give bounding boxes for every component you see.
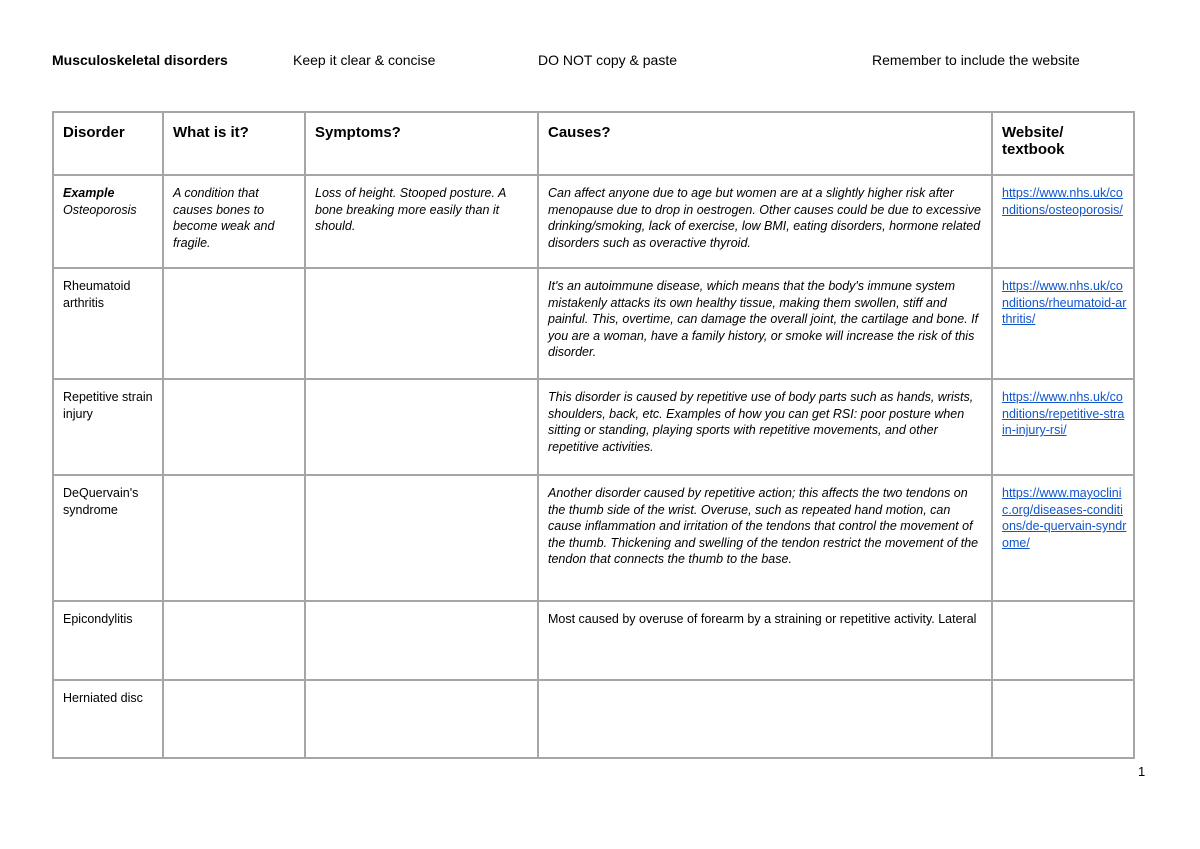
- what-cell: [163, 680, 305, 758]
- column-header-what: What is it?: [163, 112, 305, 175]
- website-link[interactable]: https://www.nhs.uk/conditions/osteoporosis/: [1002, 186, 1123, 217]
- symptoms-cell: [305, 268, 538, 379]
- table-row: [53, 175, 1134, 268]
- what-cell: [163, 379, 305, 475]
- disorder-cell: Epicondylitis: [53, 601, 163, 680]
- causes-cell: It's an autoimmune disease, which means that the body's immune system mistakenly attacks its own healthy tissue, making them swollen, stiff and painful. This, overtime, can damage the overall joint, the cartilage and bone. If you are a woman, have a family history, or smoke will increase the risk of this disorder.: [538, 268, 992, 379]
- table-header-row: [53, 112, 1134, 175]
- column-header-website: Website/ textbook: [992, 112, 1134, 175]
- website-link[interactable]: https://www.nhs.uk/conditions/rheumatoid-arthritis/: [1002, 279, 1127, 326]
- website-cell: [992, 379, 1134, 475]
- column-header-disorder: Disorder: [53, 112, 163, 175]
- symptoms-cell: [305, 680, 538, 758]
- disorders-table: [52, 111, 1135, 759]
- website-cell: [992, 680, 1134, 758]
- disorder-cell: DeQuervain's syndrome: [53, 475, 163, 601]
- document-title: Musculoskeletal disorders: [52, 52, 228, 68]
- page-header: [52, 52, 1132, 72]
- what-cell: [163, 601, 305, 680]
- what-cell: [163, 475, 305, 601]
- page-number: 1: [1138, 764, 1146, 779]
- column-header-causes: Causes?: [538, 112, 992, 175]
- what-cell: A condition that causes bones to become weak and fragile.: [163, 175, 305, 268]
- table-row: [53, 379, 1134, 475]
- disorder-cell: Repetitive strain injury: [53, 379, 163, 475]
- website-cell: [992, 475, 1134, 601]
- causes-cell: [538, 680, 992, 758]
- causes-cell: Most caused by overuse of forearm by a straining or repetitive activity. Lateral: [538, 601, 992, 680]
- website-cell: [992, 175, 1134, 268]
- causes-cell: This disorder is caused by repetitive use of body parts such as hands, wrists, shoulders, back, etc. Examples of how you can get RSI: poor posture when sitting or standing, playing sports with repetitive movements, and other repetitive activities.: [538, 379, 992, 475]
- column-header-symptoms: Symptoms?: [305, 112, 538, 175]
- table-row: [53, 680, 1134, 758]
- website-link[interactable]: https://www.mayoclinic.org/diseases-conditions/de-quervain-syndrome/: [1002, 486, 1127, 550]
- disorder-name: Osteoporosis: [63, 202, 137, 217]
- causes-cell: Another disorder caused by repetitive action; this affects the two tendons on the thumb side of the wrist. Overuse, such as repeated hand motion, can cause inflammation and irritation of the tendons that control the movement of the thumb. Thickening and swelling of the tendon restrict the movement of the tendon that connects the thumb to the base.: [538, 475, 992, 601]
- what-cell: [163, 268, 305, 379]
- disorder-cell: Herniated disc: [53, 680, 163, 758]
- table-row: [53, 475, 1134, 601]
- instruction-no-copy: DO NOT copy & paste: [538, 52, 678, 68]
- instruction-concise: Keep it clear & concise: [293, 52, 436, 68]
- symptoms-cell: Loss of height. Stooped posture. A bone breaking more easily than it should.: [305, 175, 538, 268]
- table-row: [53, 601, 1134, 680]
- symptoms-cell: [305, 379, 538, 475]
- disorder-cell: Rheumatoid arthritis: [53, 268, 163, 379]
- website-cell: [992, 268, 1134, 379]
- instruction-website: Remember to include the website: [872, 52, 1080, 68]
- website-cell: [992, 601, 1134, 680]
- causes-cell: Can affect anyone due to age but women are at a slightly higher risk after menopause due to drop in oestrogen. Other causes could be due to excessive drinking/smoking, lack of exercise, low BMI, eating disorders, hormone related disorders such as overactive thyroid.: [538, 175, 992, 268]
- table-row: [53, 268, 1134, 379]
- example-label: Example: [63, 186, 115, 200]
- symptoms-cell: [305, 601, 538, 680]
- website-link[interactable]: https://www.nhs.uk/conditions/repetitive-strain-injury-rsi/: [1002, 390, 1125, 437]
- disorder-cell: [53, 175, 163, 268]
- symptoms-cell: [305, 475, 538, 601]
